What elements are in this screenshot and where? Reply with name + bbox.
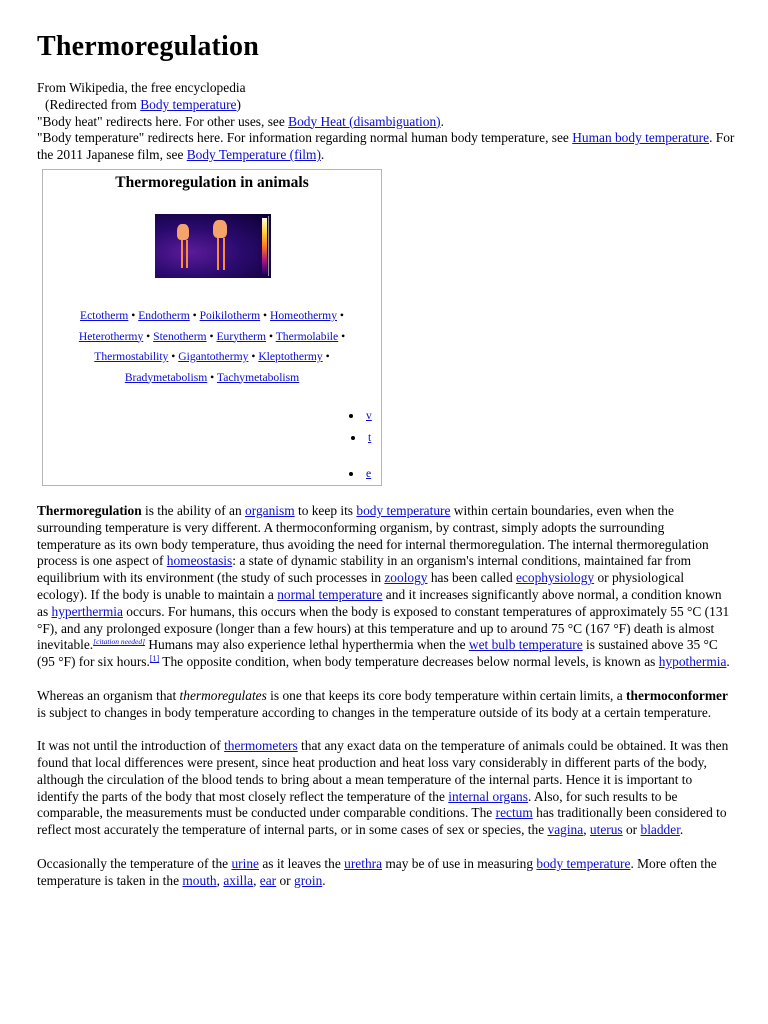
hatnote-end: .: [320, 147, 325, 163]
paragraph-intro: [37, 503, 731, 671]
link-endotherm[interactable]: Endotherm: [138, 309, 190, 322]
paragraph-measurement: [37, 738, 731, 839]
separator: •: [209, 329, 214, 343]
text: that any exact data on the temperature of animals could be obtained. It was then found that local differences were present, since heat production and heat loss vary considerably in different parts of the body, although the circulation of the blood tends to bring about a mean temperature of the internal parts. Hence it is important to identify the parts of the body that most closely reflect the temperature of the: [37, 738, 729, 804]
ear-link[interactable]: ear: [259, 872, 277, 888]
hatnote-end: .: [440, 113, 444, 129]
zoology-link[interactable]: zoology: [384, 570, 428, 586]
text: It was not until the introduction of: [37, 738, 225, 754]
rectum-link[interactable]: rectum: [495, 805, 533, 821]
homeostasis-link[interactable]: homeostasis: [166, 553, 233, 569]
text: and it increases significantly above normal, a condition known as: [37, 586, 722, 619]
separator: •: [210, 370, 215, 384]
bullet-icon: [351, 436, 355, 440]
thermometers-link[interactable]: thermometers: [224, 738, 298, 754]
bullet-icon: [349, 414, 353, 418]
link-thermostability[interactable]: Thermostability: [94, 350, 169, 363]
hyperthermia-link[interactable]: hyperthermia: [51, 603, 123, 619]
ecophysiology-link[interactable]: ecophysiology: [515, 570, 595, 586]
vte-view-link[interactable]: v: [366, 409, 372, 422]
link-bradymetabolism[interactable]: Bradymetabolism: [124, 370, 208, 384]
ostrich-body-right: [213, 220, 227, 238]
internal-organs-link[interactable]: internal organs: [448, 788, 528, 804]
link-eurytherm[interactable]: Eurytherm: [216, 329, 267, 343]
reference-1: [150, 654, 159, 663]
vte-edit-item: [349, 466, 371, 483]
infobox-links: [53, 306, 371, 388]
text: . Also, for such results to be comparable, the measurements must be conducted under comparable conditions. The: [37, 788, 678, 821]
text: Humans may also experience lethal hyperthermia when the: [145, 637, 469, 653]
ostrich-leg: [217, 238, 219, 270]
tagline: From Wikipedia, the free encyclopedia: [37, 80, 246, 95]
vte-talk-item: [351, 430, 371, 447]
link-stenotherm[interactable]: Stenotherm: [153, 329, 207, 343]
separator: •: [171, 350, 176, 363]
text: or: [276, 872, 294, 888]
urine-link[interactable]: urine: [231, 855, 259, 871]
ostrich-body-left: [177, 224, 189, 240]
paragraph-sites: [37, 856, 731, 890]
link-poikilotherm[interactable]: Poikilotherm: [199, 309, 261, 322]
hatnote-body-heat: [37, 114, 737, 131]
link-thermolabile[interactable]: Thermolabile: [275, 329, 339, 343]
hatnote-text: "Body heat" redirects here. For other uses, see: [37, 113, 289, 129]
text: ,: [583, 822, 590, 838]
text: as it leaves the: [258, 855, 345, 871]
separator: •: [263, 309, 268, 322]
redirect-prefix: (Redirected from: [45, 96, 141, 112]
text: .: [726, 654, 730, 670]
redirect-suffix: ): [236, 96, 241, 112]
link-ectotherm[interactable]: Ectotherm: [80, 309, 129, 322]
text: .: [322, 872, 326, 888]
vagina-link[interactable]: vagina: [547, 822, 584, 838]
redirect-notice: [37, 97, 737, 114]
article-body: [37, 503, 731, 906]
text: ,: [216, 872, 224, 888]
text: ,: [253, 872, 260, 888]
text: is the ability of an: [141, 503, 246, 518]
ostrich-leg: [186, 240, 188, 268]
hatnote-text: "Body temperature" redirects here. For information regarding normal human body temperature, see: [37, 130, 573, 146]
link-homeothermy[interactable]: Homeothermy: [270, 309, 337, 322]
separator: •: [339, 309, 344, 322]
text: Occasionally the temperature of the: [37, 855, 232, 871]
groin-link[interactable]: groin: [294, 872, 323, 888]
hatnote-body-temperature: [37, 130, 737, 164]
text: or: [622, 822, 641, 838]
separator: •: [325, 350, 330, 363]
citation-needed-tag: [93, 637, 145, 646]
text: . More often the temperature is taken in the: [37, 855, 717, 888]
body-temperature-link-2[interactable]: body temperature: [536, 855, 631, 871]
text: is one that keeps its core body temperature within certain limits, a: [266, 687, 627, 703]
scale-ticks: [268, 216, 272, 276]
link-tachymetabolism[interactable]: Tachymetabolism: [216, 370, 300, 384]
link-heterothermy[interactable]: Heterothermy: [78, 329, 144, 343]
text: : a state of dynamic stability in an organism's internal conditions, maintained far from equilibrium with its environment (the study of such processes in: [37, 553, 692, 586]
bullet-icon: [349, 472, 353, 476]
citation-needed-link[interactable]: [citation needed]: [93, 637, 146, 647]
temperature-scale: [262, 218, 267, 274]
infobox-title: Thermoregulation in animals: [115, 174, 309, 191]
text: has traditionally been considered to reflect most accurately the temperature of internal parts, or in some cases of sex or species, the: [37, 805, 727, 838]
body-temperature-link[interactable]: body temperature: [356, 503, 451, 518]
urethra-link[interactable]: urethra: [344, 855, 383, 871]
hypothermia-link[interactable]: hypothermia: [658, 654, 727, 670]
body-heat-disambiguation-link[interactable]: Body Heat (disambiguation): [288, 113, 441, 129]
page-title: Thermoregulation: [37, 31, 260, 62]
ostrich-leg: [181, 240, 183, 268]
separator: •: [192, 309, 197, 322]
text: to keep its: [294, 503, 357, 518]
italic-term: thermoregulates: [179, 687, 267, 703]
paragraph-thermoconformer: [37, 688, 731, 722]
axilla-link[interactable]: axilla: [223, 872, 254, 888]
link-kleptothermy[interactable]: Kleptothermy: [258, 350, 323, 363]
separator: •: [146, 329, 151, 343]
mouth-link[interactable]: mouth: [182, 872, 217, 888]
separator: •: [268, 329, 274, 343]
wet-bulb-temperature-link[interactable]: wet bulb temperature: [468, 637, 583, 653]
separator: •: [251, 350, 256, 363]
uterus-link[interactable]: uterus: [589, 822, 623, 838]
thermal-image[interactable]: [155, 214, 271, 278]
body-temperature-film-link[interactable]: Body Temperature (film): [186, 147, 321, 163]
ostrich-leg: [223, 238, 225, 270]
bold-term: thermoconformer: [626, 687, 728, 703]
text: Whereas an organism that: [37, 687, 180, 703]
separator: •: [131, 309, 136, 322]
text: or physiological ecology). If the body is unable to maintain a: [37, 570, 685, 602]
bold-term: Thermoregulation: [37, 503, 142, 518]
text: is subject to changes in body temperature according to changes in the temperature outside of its body at a certain temperature.: [37, 704, 712, 720]
separator: •: [341, 329, 346, 343]
organism-link[interactable]: organism: [245, 503, 295, 518]
vte-view-item: [349, 408, 372, 425]
article-header: [37, 30, 737, 164]
redirect-link[interactable]: Body temperature: [140, 96, 237, 112]
text: may be of use in measuring: [382, 855, 537, 871]
infobox: [42, 169, 382, 486]
link-gigantothermy[interactable]: Gigantothermy: [178, 350, 249, 363]
vte-talk-link[interactable]: t: [368, 431, 372, 444]
text: occurs. For humans, this occurs when the body is exposed to constant temperatures of approximately 55 °C (131 °F), and any prolonged exposure (longer than a few hours) at this temperature and up to around 75 °C (167 °F) death is almost inevitable.: [37, 603, 730, 653]
vte-edit-link[interactable]: e: [366, 467, 372, 480]
hatnote-mid: . For the 2011 Japanese film, see: [37, 130, 735, 163]
bladder-link[interactable]: bladder: [640, 822, 680, 838]
normal-temperature-link[interactable]: normal temperature: [277, 586, 383, 602]
text: is sustained above 35 °C (95 °F) for six hours.: [37, 637, 718, 670]
text: The opposite condition, when body temperature decreases below normal levels, is known as: [159, 654, 659, 670]
reference-1-link[interactable]: [1]: [149, 654, 160, 664]
text: .: [679, 822, 684, 838]
text: within certain boundaries, even when the surrounding temperature is very different. A thermoconforming organism, by contrast, simply adopts the surrounding temperature as its own body temperature, thus avoiding the need for internal thermoregulation. The internal thermoregulation process is one aspect of: [37, 503, 709, 569]
human-body-temperature-link[interactable]: Human body temperature: [572, 130, 710, 146]
text: has been called: [427, 570, 516, 586]
